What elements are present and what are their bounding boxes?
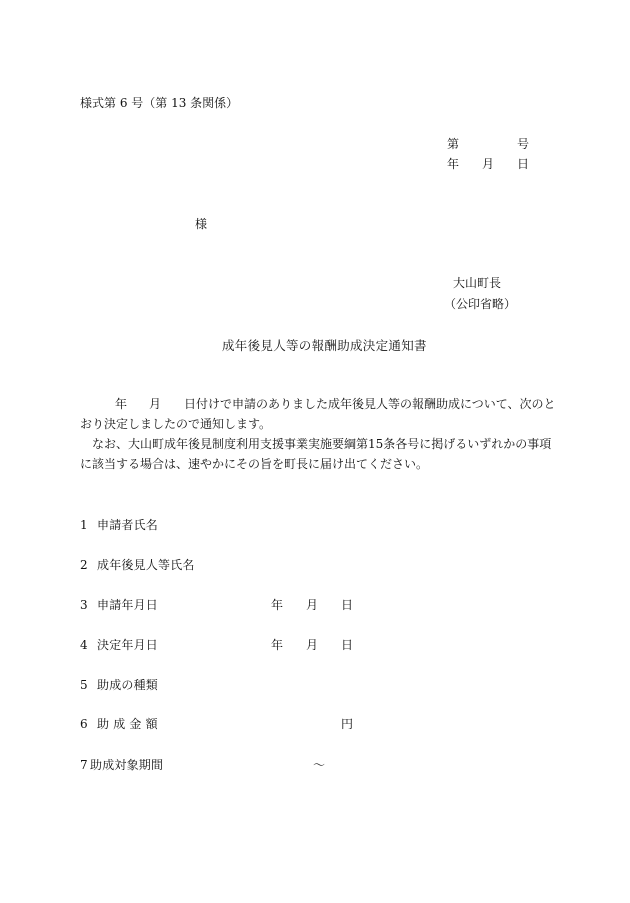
body-month: 月 xyxy=(149,397,162,411)
item-6-unit: 円 xyxy=(341,717,354,731)
item-7-no: 7 xyxy=(80,758,88,772)
body-paragraph-2: なお、大山町成年後見制度利用支援事業実施要綱第15条各号に掲げるいずれかの事項に該当する場合は、速やかにその旨を町長に届け出てください。 xyxy=(80,437,552,471)
item-4-year: 年 xyxy=(271,638,284,652)
item-6-label: 助 成 金 額 xyxy=(97,717,158,731)
body-line2: おり決定しましたので通知します。 xyxy=(80,417,272,431)
item-6-no: 6 xyxy=(80,717,88,731)
doc-number-suffix: 号 xyxy=(517,137,530,151)
item-3-no: 3 xyxy=(80,598,88,612)
item-4-no: 4 xyxy=(80,638,88,652)
item-7-label: 助成対象期間 xyxy=(90,758,164,772)
item-5-label: 助成の種類 xyxy=(97,678,159,692)
issuer-name: 大山町長 xyxy=(453,276,502,290)
page-title: 成年後見人等の報酬助成決定通知書 xyxy=(222,338,427,353)
item-7-range-separator: ～ xyxy=(313,758,326,772)
item-4-month: 月 xyxy=(306,638,319,652)
item-1-label: 申請者氏名 xyxy=(97,518,159,532)
date-day: 日 xyxy=(517,157,530,171)
item-2-no: 2 xyxy=(80,558,88,572)
addressee-honorific: 様 xyxy=(195,217,208,231)
item-3-month: 月 xyxy=(306,598,319,612)
seal-note: （公印省略） xyxy=(444,297,517,311)
item-4-day: 日 xyxy=(341,638,354,652)
item-3-label: 申請年月日 xyxy=(97,598,159,612)
item-3-day: 日 xyxy=(341,598,354,612)
body-line1: 日付けで申請のありました成年後見人等の報酬助成について、次のと xyxy=(184,397,556,411)
item-3-year: 年 xyxy=(271,598,284,612)
date-month: 月 xyxy=(482,157,495,171)
item-1-no: 1 xyxy=(80,518,88,532)
form-number: 様式第 6 号（第 13 条関係） xyxy=(80,96,239,110)
item-5-no: 5 xyxy=(80,678,88,692)
body-year: 年 xyxy=(115,397,128,411)
doc-number-prefix: 第 xyxy=(447,137,460,151)
item-2-label: 成年後見人等氏名 xyxy=(97,558,195,572)
date-year: 年 xyxy=(447,157,460,171)
item-4-label: 決定年月日 xyxy=(97,638,159,652)
